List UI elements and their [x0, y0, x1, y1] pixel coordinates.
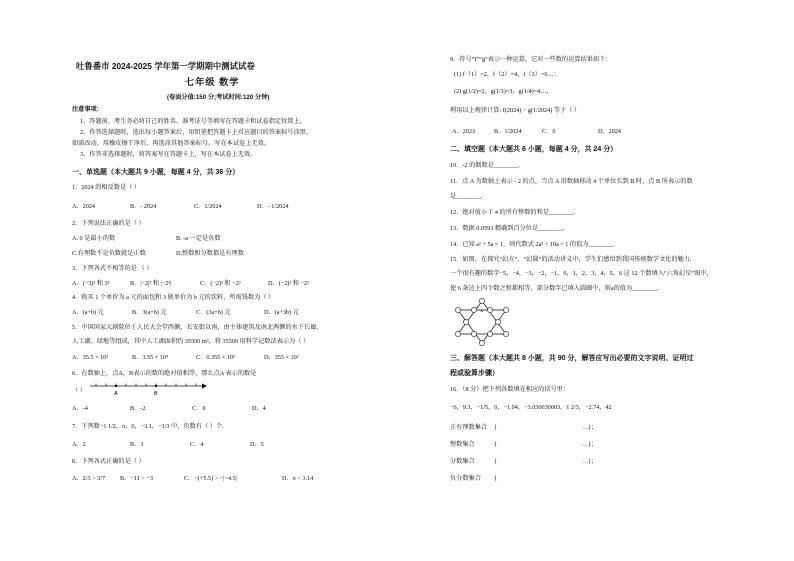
q13: 13．数据 0.0593 精确到百分位是________. — [450, 225, 565, 232]
section1-heading: 一、单选题（本大题共 9 小题，每题 4 分，共 36 分） — [72, 169, 240, 176]
set-label: 分数集合 — [450, 458, 475, 465]
q16-stem: 16．（8 分）把下列各数填在相应的括号里： — [450, 386, 570, 393]
q7-stem: 7．下列数−1 1/2，π，0，−3.1，−1/3 中，负数有（ ）个. — [72, 423, 224, 430]
section3-heading: 三、解答题（本大题共 8 小题，共 90 分，解答应写出必要的文字说明、证明过 — [450, 355, 694, 362]
q9-rule-f: (1) f（1）=2，f（2）=4，f（3）=6…； — [454, 71, 560, 78]
q10: 10．-2 的倒数是________. — [450, 162, 521, 169]
note-item: 2、作答选择题时，选出每小题答案后，用铅笔把答题卡上对应题目的答案标号涂黑。 — [80, 129, 313, 136]
q7-option-d: D．5 — [250, 441, 264, 448]
q7-option-b: B．3 — [130, 441, 144, 448]
q9-question: 利用以上规律计算: f(2024) − g(1/2024) 等于（ ） — [450, 107, 581, 114]
section2-heading: 二、填空题（本大题共 6 小题，每题 4 分，共 24 分） — [450, 146, 618, 153]
q4-stem: 4．购买 1 个单价为 a 元的面包和 3 瓶单价为 b 元的饮料，所需钱数为（ ） — [72, 294, 275, 301]
q1-option-a: A．2024 — [72, 203, 96, 210]
notes-heading: 注意事项: — [72, 106, 99, 113]
section3-heading: 程或验算步骤） — [450, 370, 499, 377]
q7-option-c: C．4 — [190, 441, 204, 448]
set-open-brace: { — [494, 475, 497, 482]
exam-meta: (卷面分值:150 分;考试时间:120 分钟) — [167, 94, 270, 101]
q2-option-b: B. -a 一定是负数 — [176, 235, 221, 242]
q8-stem: 8．下列各式正确的是（ ） — [72, 458, 145, 465]
q2-option-c: C.有理数不是负数就是正数 — [72, 250, 146, 257]
q8-option-a: A．2/3 > 3/7 — [72, 475, 106, 482]
set-label: 负分数集合 — [450, 475, 481, 482]
q1-option-d: D．- 1/2024 — [257, 203, 289, 210]
q6-stem: 6．在数轴上，点A，B表示的数的绝对值相等，那么点A 表示的数是 — [72, 370, 257, 377]
q4-option-a: A．(a+b) 元 — [72, 309, 104, 316]
q3-option-c: C．(−2)³ 和 −2³ — [200, 280, 241, 287]
q15: 一个很有趣的数字−5，−4，−3，−2，−1，0，1，2，3，4，5，6 这 12 个数填入“六角幻星”图中， — [450, 270, 713, 277]
q5-option-b: B．3.55 × 10⁴ — [132, 354, 169, 361]
q5-stem: 5．中国国家大剧院位于人民大会堂西侧，长安街以南，由主体建筑及南北两侧的水下长廊、 — [72, 324, 323, 331]
set-close-brace: …}； — [582, 424, 598, 431]
q1-option-c: C．1/2024 — [194, 203, 222, 210]
set-label: 整数集合 — [450, 441, 475, 448]
right-column — [450, 0, 740, 561]
set-open-brace: { — [494, 424, 497, 431]
q4-option-b: B．3(a+b) 元 — [132, 309, 167, 316]
q9-option-a: A．2023 — [452, 128, 476, 135]
q9-option-c: C．0 — [542, 128, 556, 135]
q3-option-d: D．(−2)² 和 −2² — [268, 280, 309, 287]
q3-option-b: B．|−2|³ 和 |−2³| — [130, 280, 172, 287]
point-a-label: A — [114, 391, 118, 397]
exam-subtitle: 七年级 数学 — [185, 77, 240, 87]
q3-stem: 3．下列各式不相等的是 （ ） — [72, 265, 153, 272]
q9-rule-g: (2) g(1/2)=2，g(1/3)=3，g(1/4)=4…， — [454, 88, 553, 95]
q11: 是________. — [450, 193, 483, 200]
q6-option-c: C．0 — [192, 405, 206, 412]
q9-stem: 9．符号“f”“g”表示一种运算，它对一些数的运算结果如下： — [450, 56, 612, 63]
q15: 使 6 条边上四个数之和都相等，部分数字已填入圆圈中，则a的值为________. — [450, 285, 659, 292]
note-item: 1、答题前，考生务必将自己的姓名、准考证号等填写在答题卡和试卷指定位置上。 — [80, 118, 306, 125]
note-item: 3、作答非选择题时，将答案写在答题卡上，写在本试卷上无效。 — [80, 151, 257, 158]
q12: 12．绝对值小于 4 的所有整数的和是________. — [450, 209, 576, 216]
set-open-brace: { — [494, 458, 497, 465]
q2-stem: 2．下列说法正确的是（ ） — [72, 220, 145, 227]
q7-option-a: A．2 — [72, 441, 86, 448]
q5-option-c: C．0.355 × 10⁵ — [196, 354, 236, 361]
q9-option-b: B．1/2024 — [494, 128, 522, 135]
q14: 14．已知 a² + 5a = 1，则代数式 2a² + 10a + 1 的值为________. — [450, 241, 615, 248]
set-close-brace: …}； — [582, 458, 598, 465]
number-line — [88, 379, 208, 399]
set-close-brace: …}； — [582, 441, 598, 448]
q6-paren: （ ） — [72, 387, 86, 394]
q3-option-a: A．(−3)² 和 3² — [72, 280, 110, 287]
q1-stem: 1．2024 的相反数是（ ） — [72, 184, 141, 191]
point-b-label: B — [154, 391, 158, 397]
set-open-brace: { — [494, 441, 497, 448]
exam-title: 吐鲁番市 2024-2025 学年第一学期期中测试试卷 — [76, 61, 255, 71]
note-item: 如需改动，用橡皮擦干净后，再选涂其他答案标号。写在本试卷上无效。 — [72, 140, 270, 147]
q6-option-b: B．-2 — [130, 405, 146, 412]
q5-stem: 人工湖、绿地等组成，其中人工湖面积约 35500 m²，将 35500 用科学记数法表示为（ ） — [72, 338, 310, 345]
q4-option-c: C．(3a+b) 元 — [196, 309, 231, 316]
q2-option-d: D.整数和分数都是有理数 — [176, 250, 244, 257]
q6-option-a: A．-4 — [72, 405, 88, 412]
q6-option-d: D．4 — [252, 405, 266, 412]
set-label: 正有理数集合 — [450, 424, 488, 431]
q5-option-d: D．355 × 10² — [264, 354, 299, 361]
q15: 15．如图，在探究“幻方”、“幻圆”的活动讲义中，学生们感悟到我国传统数学文化的魅力. — [450, 256, 692, 263]
q9-option-d: D．2024 — [598, 128, 622, 135]
hexagram-figure — [454, 298, 510, 346]
left-column — [72, 0, 400, 561]
q1-option-b: B．- 2024 — [130, 203, 157, 210]
q8-option-d: D．π < 3.14 — [282, 475, 314, 482]
q2-option-a: A. 0 是最小的数 — [72, 235, 116, 242]
hexagram-label-a: a — [480, 308, 483, 313]
q11: 11．点 A 为数轴上表示 - 2 的点，当点 A 沿数轴移动 4 个单位长到 B 时，点 B 所表示的数 — [450, 178, 693, 185]
q5-option-a: A．35.5 × 10³ — [72, 354, 109, 361]
q16-numbers: −6，9.3，−1/5，0，−1.04，−3.030030003，1 2/3，−2.74，42 — [450, 404, 612, 411]
q4-option-d: D．(a+3b) 元 — [264, 309, 299, 316]
q8-option-c: C．−(+5.5) > −|−4.5| — [184, 475, 237, 482]
q8-option-b: B．−11 > −3 — [120, 475, 153, 482]
